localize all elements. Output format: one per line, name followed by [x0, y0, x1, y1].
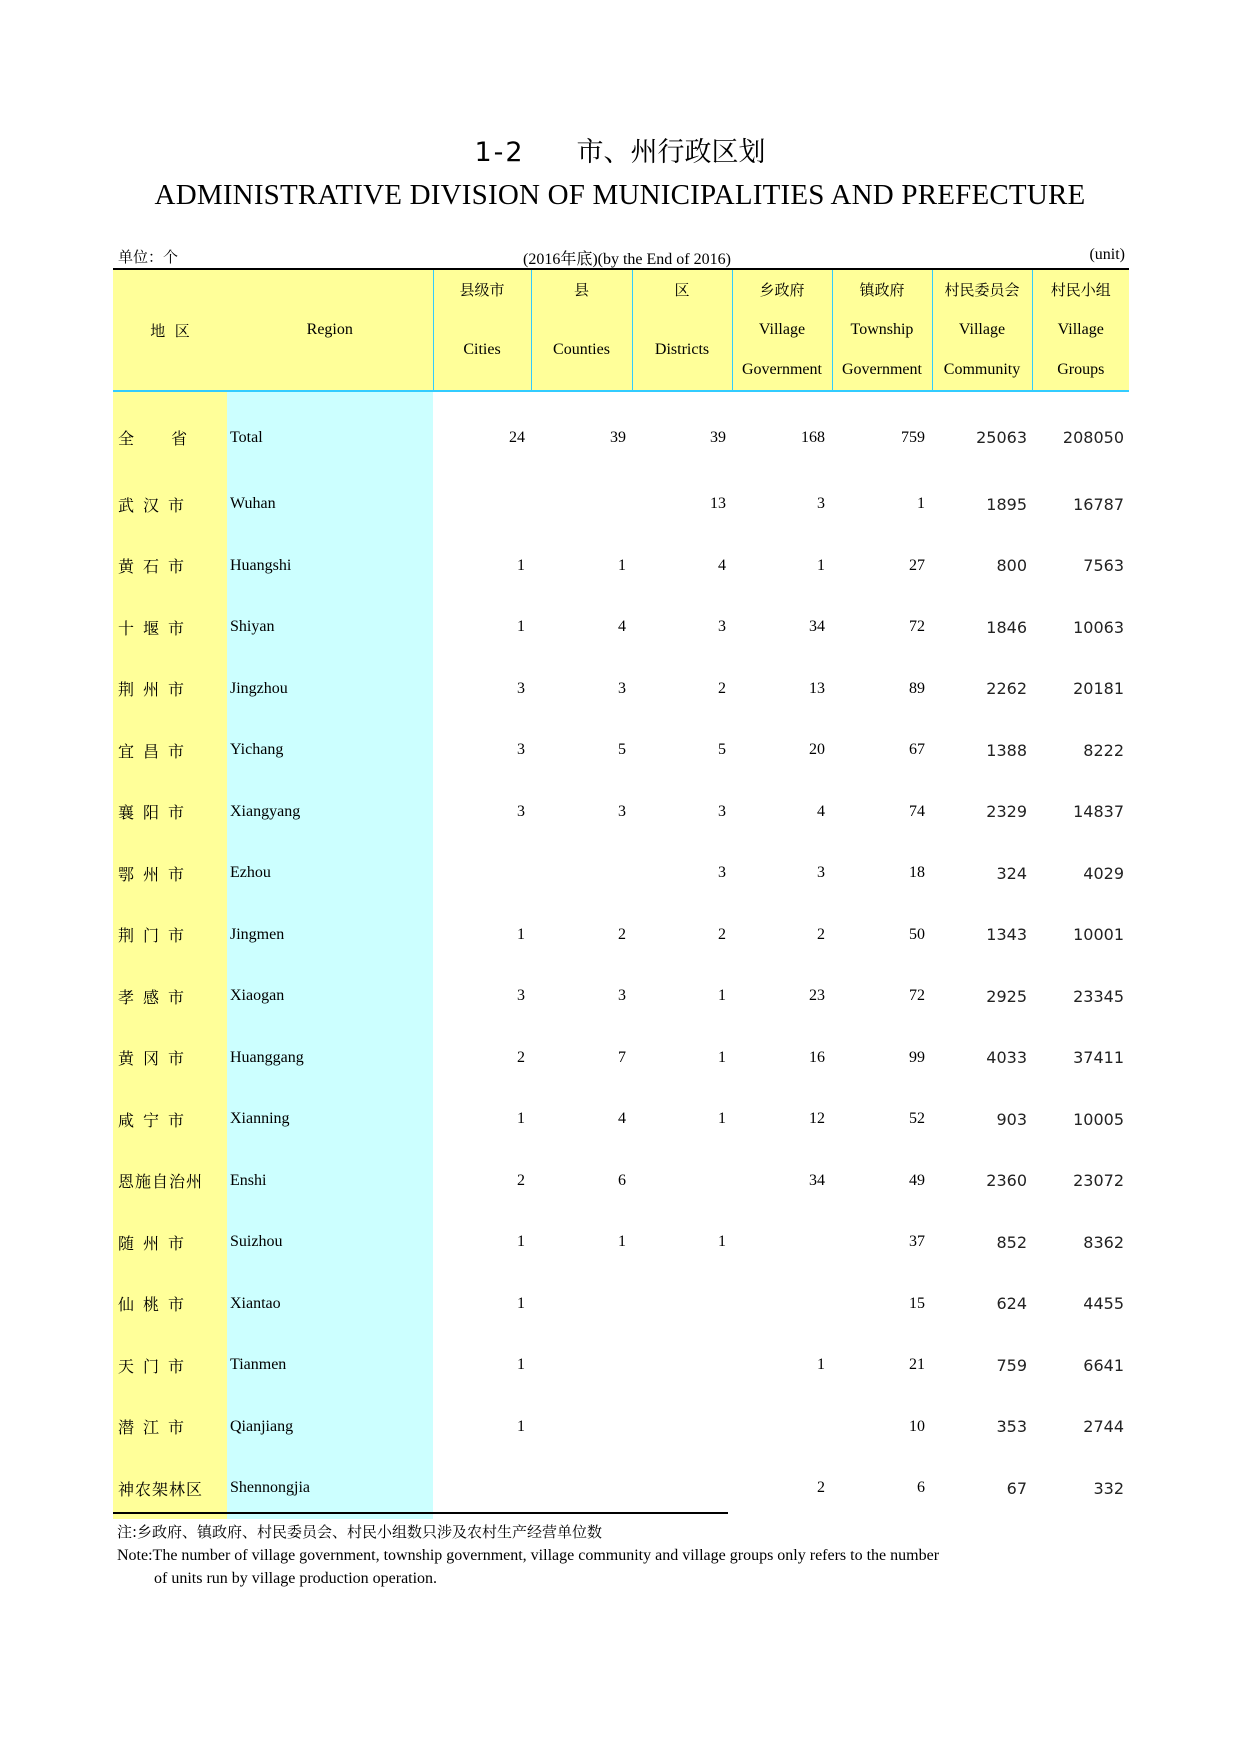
page-title-en: ADMINISTRATIVE DIVISION OF MUNICIPALITIES AND PREFECTURE	[154, 179, 1086, 211]
cell-village-groups: 4455	[1083, 1294, 1124, 1314]
cell-cities: 1	[517, 1356, 525, 1374]
period-label: (2016年底)(by the End of 2016)	[523, 251, 731, 268]
cell-village-gov: 2	[817, 1479, 825, 1497]
cell-village-comm: 759	[996, 1355, 1027, 1375]
region-name-cn: 孝感市	[113, 966, 227, 1028]
cell-village-comm: 1388	[986, 740, 1027, 760]
table-row	[113, 1335, 1129, 1397]
region-name-cn: 襄阳市	[113, 781, 227, 843]
cell-village-comm: 2262	[986, 679, 1027, 699]
cell-village-groups: 20181	[1073, 679, 1124, 699]
cell-cities: 1	[517, 556, 525, 574]
region-name-cn: 潜江市	[113, 1396, 227, 1458]
cell-districts: 3	[718, 802, 726, 820]
cell-counties	[531, 1335, 632, 1397]
cell-village-groups: 7563	[1083, 556, 1124, 576]
cell-village-groups: 2744	[1083, 1417, 1124, 1437]
cell-township-gov: 27	[909, 556, 925, 574]
cell-cities: 2	[517, 1048, 525, 1066]
cell-counties: 1	[618, 1233, 626, 1251]
cell-cities: 1	[517, 618, 525, 636]
cell-counties: 2	[618, 925, 626, 943]
cell-village-comm: 624	[996, 1294, 1027, 1314]
cell-districts: 1	[718, 1110, 726, 1128]
region-name-en: Yichang	[227, 720, 433, 782]
region-name-en: Qianjiang	[227, 1396, 433, 1458]
cell-districts: 39	[710, 428, 726, 446]
cell-township-gov: 49	[909, 1171, 925, 1189]
region-name-cn: 黄石市	[113, 535, 227, 597]
header-row	[113, 269, 1129, 391]
header-counties: 县 Counties	[531, 269, 632, 391]
cell-village-groups: 14837	[1073, 802, 1124, 822]
cell-districts	[632, 1396, 732, 1458]
cell-village-comm: 2360	[986, 1171, 1027, 1191]
cell-village-gov	[732, 1212, 832, 1274]
cell-township-gov: 6	[917, 1479, 925, 1497]
cell-cities: 2	[517, 1171, 525, 1189]
cell-township-gov: 99	[909, 1048, 925, 1066]
cell-village-gov: 20	[809, 741, 825, 759]
cell-districts	[632, 1335, 732, 1397]
cell-township-gov: 72	[909, 618, 925, 636]
cell-township-gov: 52	[909, 1110, 925, 1128]
cell-township-gov: 72	[909, 987, 925, 1005]
cell-village-groups: 16787	[1073, 494, 1124, 514]
cell-counties	[531, 1396, 632, 1458]
region-name-cn: 荆门市	[113, 904, 227, 966]
header-districts: 区 Districts	[632, 269, 732, 391]
cell-cities: 3	[517, 679, 525, 697]
cell-cities	[433, 474, 531, 536]
cell-village-comm: 1895	[986, 494, 1027, 514]
cell-counties: 7	[618, 1048, 626, 1066]
table-row	[113, 1027, 1129, 1089]
region-name-en: Jingzhou	[227, 658, 433, 720]
cell-counties: 3	[618, 987, 626, 1005]
region-name-cn: 十堰市	[113, 597, 227, 659]
cell-counties: 1	[618, 556, 626, 574]
page-title-cn	[0, 130, 1240, 169]
cell-cities: 1	[517, 1110, 525, 1128]
region-name-en: Huanggang	[227, 1027, 433, 1089]
table-row	[113, 966, 1129, 1028]
cell-village-groups: 6641	[1083, 1355, 1124, 1375]
header-cities: 县级市 Cities	[433, 269, 531, 391]
table-row	[113, 1396, 1129, 1458]
cell-township-gov: 74	[909, 802, 925, 820]
table-row	[113, 391, 1129, 474]
region-name-en: Tianmen	[227, 1335, 433, 1397]
cell-cities	[433, 843, 531, 905]
cell-cities: 1	[517, 1417, 525, 1435]
cell-village-comm: 1846	[986, 617, 1027, 637]
cell-village-groups: 37411	[1073, 1048, 1124, 1068]
region-name-cn: 全 省	[113, 391, 227, 474]
cell-districts: 13	[710, 495, 726, 513]
table-body	[113, 391, 1129, 1519]
cell-township-gov: 89	[909, 679, 925, 697]
unit-line	[113, 246, 1128, 268]
cell-village-gov: 2	[817, 925, 825, 943]
cell-township-gov: 18	[909, 864, 925, 882]
cell-village-comm: 4033	[986, 1048, 1027, 1068]
cell-districts	[632, 1273, 732, 1335]
region-name-cn: 仙桃市	[113, 1273, 227, 1335]
cell-counties	[531, 1458, 632, 1520]
cell-cities: 24	[509, 428, 525, 446]
cell-township-gov: 67	[909, 741, 925, 759]
region-name-en: Wuhan	[227, 474, 433, 536]
table-row	[113, 1273, 1129, 1335]
cell-counties: 6	[618, 1171, 626, 1189]
cell-village-groups: 8362	[1083, 1232, 1124, 1252]
cell-districts: 3	[718, 618, 726, 636]
region-name-cn: 咸宁市	[113, 1089, 227, 1151]
note-en-line2: of units run by village production operation.	[154, 1570, 438, 1587]
table-row	[113, 1212, 1129, 1274]
cell-districts	[632, 1150, 732, 1212]
cell-village-gov: 1	[817, 1356, 825, 1374]
cell-village-groups: 4029	[1083, 863, 1124, 883]
region-name-en: Huangshi	[227, 535, 433, 597]
region-name-en: Xiangyang	[227, 781, 433, 843]
cell-districts: 1	[718, 1048, 726, 1066]
header-region-en: Region	[227, 269, 433, 391]
region-name-cn: 荆州市	[113, 658, 227, 720]
table-row	[113, 658, 1129, 720]
header-region-cn: 地 区	[113, 269, 227, 391]
unit-label-en: (unit)	[1089, 246, 1125, 263]
cell-village-groups: 23072	[1073, 1171, 1124, 1191]
cell-cities: 3	[517, 802, 525, 820]
cell-districts: 1	[718, 987, 726, 1005]
cell-township-gov: 759	[901, 428, 925, 446]
cell-counties	[531, 843, 632, 905]
cell-village-comm: 25063	[976, 428, 1027, 448]
cell-village-groups: 10005	[1073, 1109, 1124, 1129]
region-name-en: Xiantao	[227, 1273, 433, 1335]
cell-village-gov: 16	[809, 1048, 825, 1066]
header-village-community: 村民委员会 Village Community	[932, 269, 1032, 391]
cell-districts: 2	[718, 679, 726, 697]
cell-village-gov: 1	[817, 556, 825, 574]
region-name-en: Shennongjia	[227, 1458, 433, 1520]
region-name-cn: 鄂州市	[113, 843, 227, 905]
cell-cities: 1	[517, 925, 525, 943]
header-township-government: 镇政府 Township Government	[832, 269, 932, 391]
cell-districts: 5	[718, 741, 726, 759]
cell-township-gov: 10	[909, 1417, 925, 1435]
table-row	[113, 597, 1129, 659]
cell-districts: 3	[718, 864, 726, 882]
cell-cities: 3	[517, 741, 525, 759]
division-table	[113, 268, 1129, 1519]
cell-village-groups: 10063	[1073, 617, 1124, 637]
region-name-en: Xianning	[227, 1089, 433, 1151]
cell-districts: 1	[718, 1233, 726, 1251]
cell-village-gov: 34	[809, 1171, 825, 1189]
cell-village-comm: 324	[996, 863, 1027, 883]
region-name-cn: 随州市	[113, 1212, 227, 1274]
note-en-line1: Note:The number of village government, township government, village community and village groups only refers to the number	[117, 1547, 940, 1564]
cell-village-comm: 67	[1006, 1478, 1027, 1498]
cell-township-gov: 37	[909, 1233, 925, 1251]
table-row	[113, 781, 1129, 843]
footer-divider	[113, 1512, 728, 1514]
region-name-en: Xiaogan	[227, 966, 433, 1028]
cell-village-comm: 852	[996, 1232, 1027, 1252]
note-cn: 注:乡政府、镇政府、村民委员会、村民小组数只涉及农村生产经营单位数	[117, 1523, 603, 1541]
cell-cities: 3	[517, 987, 525, 1005]
table-row	[113, 1089, 1129, 1151]
table-row	[113, 843, 1129, 905]
header-village-government: 乡政府 Village Government	[732, 269, 832, 391]
region-name-en: Enshi	[227, 1150, 433, 1212]
cell-village-groups: 8222	[1083, 740, 1124, 760]
region-name-cn: 恩施自治州	[113, 1150, 227, 1212]
cell-village-comm: 800	[996, 556, 1027, 576]
cell-township-gov: 50	[909, 925, 925, 943]
region-name-cn: 宜昌市	[113, 720, 227, 782]
cell-counties: 3	[618, 802, 626, 820]
region-name-cn: 天门市	[113, 1335, 227, 1397]
table-number: 1-2	[474, 137, 525, 168]
cell-township-gov: 1	[917, 495, 925, 513]
cell-counties: 4	[618, 618, 626, 636]
cell-districts	[632, 1458, 732, 1520]
cell-counties: 3	[618, 679, 626, 697]
cell-village-gov: 12	[809, 1110, 825, 1128]
region-name-cn: 神农架林区	[113, 1458, 227, 1520]
region-name-en: Shiyan	[227, 597, 433, 659]
cell-village-comm: 1343	[986, 925, 1027, 945]
cell-township-gov: 21	[909, 1356, 925, 1374]
cell-village-gov: 13	[809, 679, 825, 697]
cell-village-comm: 903	[996, 1109, 1027, 1129]
cell-village-gov: 3	[817, 864, 825, 882]
cell-village-comm: 2329	[986, 802, 1027, 822]
region-name-en: Ezhou	[227, 843, 433, 905]
cell-cities: 1	[517, 1233, 525, 1251]
region-name-cn: 武汉市	[113, 474, 227, 536]
cell-village-gov: 34	[809, 618, 825, 636]
cell-counties	[531, 1273, 632, 1335]
title-cn-text: 市、州行政区划	[576, 137, 766, 168]
region-name-cn: 黄冈市	[113, 1027, 227, 1089]
cell-districts: 4	[718, 556, 726, 574]
region-name-en: Jingmen	[227, 904, 433, 966]
cell-village-gov: 168	[801, 428, 825, 446]
cell-village-groups: 332	[1093, 1478, 1124, 1498]
cell-counties: 39	[610, 428, 626, 446]
table-row	[113, 1150, 1129, 1212]
cell-village-gov: 23	[809, 987, 825, 1005]
cell-village-groups: 208050	[1062, 428, 1124, 448]
cell-village-groups: 10001	[1073, 925, 1124, 945]
cell-counties	[531, 474, 632, 536]
table-row	[113, 535, 1129, 597]
table-row	[113, 720, 1129, 782]
cell-village-comm: 2925	[986, 986, 1027, 1006]
cell-village-gov: 4	[817, 802, 825, 820]
cell-township-gov: 15	[909, 1294, 925, 1312]
cell-cities	[433, 1458, 531, 1520]
cell-counties: 4	[618, 1110, 626, 1128]
cell-village-gov: 3	[817, 495, 825, 513]
cell-village-gov	[732, 1396, 832, 1458]
table-row	[113, 474, 1129, 536]
table-row	[113, 1458, 1129, 1520]
cell-village-comm: 353	[996, 1417, 1027, 1437]
region-name-en: Suizhou	[227, 1212, 433, 1274]
header-village-groups: 村民小组 Village Groups	[1032, 269, 1129, 391]
cell-cities: 1	[517, 1294, 525, 1312]
region-name-en: Total	[227, 391, 433, 474]
cell-counties: 5	[618, 741, 626, 759]
table-row	[113, 904, 1129, 966]
cell-village-groups: 23345	[1073, 986, 1124, 1006]
unit-label: 单位：个	[118, 248, 179, 266]
cell-village-gov	[732, 1273, 832, 1335]
cell-districts: 2	[718, 925, 726, 943]
